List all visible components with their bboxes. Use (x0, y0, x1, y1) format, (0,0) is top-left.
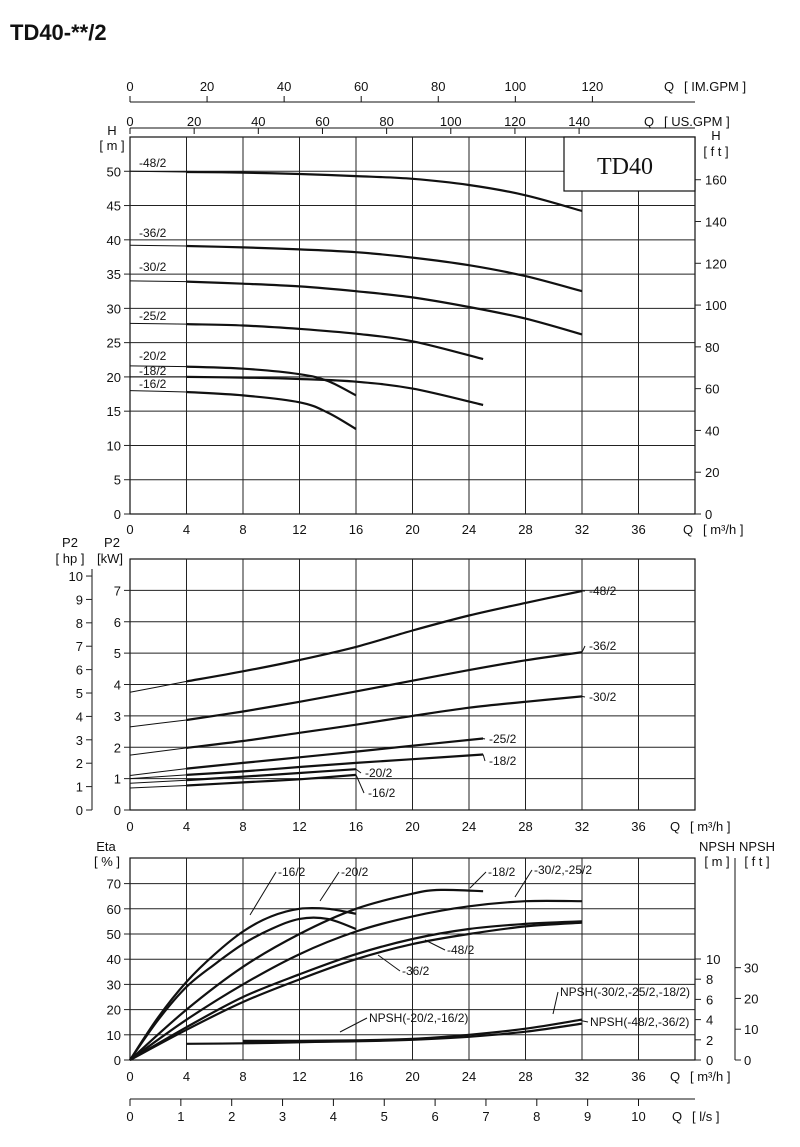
ls-tick-label: 9 (584, 1109, 592, 1124)
head-ytick-label: 5 (113, 472, 121, 488)
im-gpm-unit: [ IM.GPM ] (684, 79, 747, 94)
im-gpm-tick-label: 40 (276, 79, 292, 94)
eff-series-label: -20/2 (341, 865, 369, 879)
power-kw-tick-label: 4 (113, 677, 121, 693)
ls-tick-label: 7 (482, 1109, 490, 1124)
ls-tick-label: 8 (533, 1109, 541, 1124)
eff-series-label: NPSH(-30/2,-25/2,-18/2) (560, 985, 691, 999)
power-series-label: -25/2 (489, 732, 517, 746)
eff-xtick-label: 36 (631, 1069, 646, 1084)
power-kw-tick-label: 1 (113, 771, 121, 787)
power-hp-tick-label: 10 (68, 569, 83, 585)
power-curve-48-2 (187, 591, 583, 681)
power-series-label: -36/2 (589, 639, 617, 653)
head-curve-25-2 (187, 324, 484, 359)
head-xtick-label: 0 (126, 522, 134, 537)
npsh-ft-tick-label: 0 (744, 1053, 752, 1068)
im-gpm-tick-label: 80 (431, 79, 446, 94)
power-xtick-label: 36 (631, 819, 646, 834)
power-xtick-label: 32 (574, 819, 590, 834)
power-curve-thin-30-2 (130, 748, 187, 755)
power-hp-tick-label: 1 (75, 779, 83, 795)
head-series-label: -16/2 (139, 377, 167, 391)
head-series-label: -18/2 (139, 364, 167, 378)
npsh-ft-unit: [ f t ] (744, 854, 770, 869)
power-kw-tick-label: 5 (113, 646, 121, 662)
head-y2tick-label: 40 (705, 423, 720, 439)
head-y2label: H (711, 128, 721, 143)
head-y2tick-label: 160 (705, 172, 727, 188)
power-kw-tick-label: 6 (113, 614, 121, 630)
head-yunit: [ m ] (99, 138, 125, 153)
head-xlabel: Q (683, 522, 694, 537)
eff-grid (130, 858, 695, 1060)
us-gpm-tick-label: 120 (504, 114, 526, 129)
eff-series-label: -16/2 (278, 865, 306, 879)
power-series-label: -20/2 (365, 766, 393, 780)
head-series-label: -36/2 (139, 226, 167, 240)
npsh-ft-tick-label: 10 (744, 1022, 759, 1038)
eff-yunit: [ % ] (93, 854, 121, 869)
npsh-ft-tick-label: 20 (744, 991, 759, 1007)
model-label: TD40 (597, 154, 653, 180)
power-kw-tick-label: 7 (113, 583, 121, 599)
power-xtick-label: 20 (405, 819, 420, 834)
eff-ytick-label: 50 (106, 927, 121, 942)
head-curve-thin-36-2 (130, 245, 187, 246)
head-ytick-label: 0 (113, 507, 121, 522)
head-ytick-label: 50 (106, 164, 121, 180)
eff-leader (320, 872, 339, 901)
power-hp-tick-label: 0 (75, 803, 83, 818)
power-kw-tick-label: 2 (113, 740, 121, 756)
eff-series-label: -36/2 (402, 964, 430, 978)
power-hp-tick-label: 4 (75, 709, 83, 725)
head-y2tick-label: 120 (705, 256, 727, 272)
eff-ytick-label: 40 (106, 952, 121, 968)
npsh-m-tick-label: 10 (706, 952, 721, 967)
eff-xtick-label: 28 (518, 1069, 533, 1084)
head-y2unit: [ f t ] (703, 144, 729, 159)
power-xtick-label: 28 (518, 819, 533, 834)
ls-tick-label: 0 (126, 1109, 134, 1124)
eff-series-label: -48/2 (447, 943, 475, 957)
grid-layer (130, 137, 695, 1060)
npsh-m-unit: [ m ] (704, 854, 730, 869)
head-xtick-label: 16 (348, 522, 364, 537)
power-hp-tick-label: 3 (75, 732, 83, 748)
eff-xtick-label: 16 (348, 1069, 364, 1084)
ls-tick-label: 2 (228, 1109, 236, 1124)
head-series-label: -25/2 (139, 309, 167, 323)
im-gpm-label: Q (664, 79, 675, 94)
npsh-m-label: NPSH (698, 839, 736, 854)
power-curve-30-2 (187, 696, 583, 748)
power-curve-36-2 (187, 652, 583, 720)
us-gpm-tick-label: 40 (251, 114, 266, 129)
us-gpm-tick-label: 100 (439, 114, 462, 129)
eff-series-label: -30/2,-25/2 (534, 863, 593, 877)
eff-xlabel: Q (670, 1069, 681, 1084)
ls-tick-label: 6 (431, 1109, 439, 1124)
eff-ytick-label: 70 (106, 876, 121, 892)
head-xtick-label: 20 (405, 522, 420, 537)
power-xtick-label: 24 (461, 819, 477, 834)
head-ylabel: H (107, 123, 117, 138)
eff-xunit: [ m³/h ] (690, 1069, 731, 1084)
eff-ytick-label: 60 (106, 901, 121, 917)
head-ytick-label: 15 (106, 404, 121, 420)
power-kw-tick-label: 0 (113, 803, 121, 818)
head-ytick-label: 35 (106, 267, 121, 283)
eff-xtick-label: 12 (292, 1069, 307, 1084)
power-leader (483, 738, 485, 739)
eff-ylabel: Eta (96, 839, 116, 854)
power-kw-unit: [kW] (97, 551, 123, 566)
npsh-ft-label: NPSH (738, 839, 776, 854)
power-xtick-label: 4 (182, 819, 191, 834)
im-gpm-tick-label: 100 (504, 79, 527, 94)
eff-ytick-label: 20 (106, 1002, 121, 1018)
head-curve-thin-48-2 (130, 171, 187, 172)
power-curve-thin-25-2 (130, 769, 187, 776)
power-xtick-label: 8 (239, 819, 247, 834)
eff-ytick-label: 30 (106, 977, 121, 993)
us-gpm-tick-label: 140 (568, 114, 590, 129)
eff-series-label: NPSH(-48/2,-36/2) (590, 1015, 690, 1029)
power-series-label: -16/2 (368, 786, 396, 800)
ls-tick-label: 1 (177, 1109, 185, 1124)
head-xtick-label: 8 (239, 522, 247, 537)
head-ytick-label: 45 (106, 198, 121, 214)
ls-unit: [ l/s ] (692, 1109, 720, 1124)
labels-layer (139, 137, 695, 1032)
eff-xtick-label: 0 (126, 1069, 134, 1084)
eff-ytick-label: 10 (106, 1027, 121, 1043)
head-ytick-label: 10 (106, 438, 121, 454)
power-curve-thin-48-2 (130, 681, 187, 692)
power-leader (356, 775, 364, 793)
ls-tick-label: 5 (380, 1109, 388, 1124)
power-xlabel: Q (670, 819, 681, 834)
page-title: TD40-**/2 (10, 20, 107, 45)
power-curve-thin-20-2 (130, 780, 187, 783)
head-y2tick-label: 80 (705, 339, 720, 355)
power-series-label: -30/2 (589, 690, 617, 704)
eff-ytick-label: 0 (113, 1053, 121, 1068)
power-kw-tick-label: 3 (113, 708, 121, 724)
head-ytick-label: 25 (106, 335, 121, 351)
eff-leader (470, 872, 486, 888)
ls-label: Q (672, 1109, 683, 1124)
power-curve-thin-36-2 (130, 720, 187, 727)
power-kw-label: P2 (104, 535, 120, 550)
power-hp-tick-label: 2 (75, 756, 83, 772)
power-hp-label: P2 (62, 535, 78, 550)
head-xtick-label: 12 (292, 522, 307, 537)
power-hp-unit: [ hp ] (55, 551, 85, 566)
head-curve-16-2 (187, 392, 357, 429)
im-gpm-tick-label: 120 (581, 79, 604, 94)
head-ytick-label: 40 (106, 232, 121, 248)
power-xtick-label: 16 (348, 819, 364, 834)
npsh-m-tick-label: 8 (706, 972, 714, 988)
head-series-label: -48/2 (139, 156, 167, 170)
head-xunit: [ m³/h ] (703, 522, 744, 537)
head-xtick-label: 24 (461, 522, 477, 537)
head-xtick-label: 28 (518, 522, 533, 537)
im-gpm-tick-label: 60 (353, 79, 369, 94)
head-ytick-label: 20 (106, 369, 121, 385)
npsh-ft-tick-label: 30 (744, 960, 759, 976)
ls-tick-label: 3 (278, 1109, 287, 1124)
power-hp-tick-label: 8 (75, 615, 83, 631)
head-xtick-label: 4 (182, 522, 191, 537)
head-y2tick-label: 0 (705, 507, 713, 522)
eff-xtick-label: 24 (461, 1069, 477, 1084)
npsh-m-tick-label: 2 (706, 1032, 714, 1048)
power-curve-16-2 (187, 775, 357, 786)
us-gpm-unit: [ US.GPM ] (664, 114, 730, 129)
power-hp-tick-label: 9 (75, 592, 83, 608)
eff-leader (378, 955, 400, 971)
head-ytick-label: 30 (106, 301, 121, 317)
power-hp-tick-label: 5 (75, 686, 83, 702)
head-series-label: -30/2 (139, 260, 167, 274)
eff-xtick-label: 8 (239, 1069, 247, 1084)
eff-leader (340, 1018, 367, 1032)
head-curve-18-2 (187, 377, 484, 405)
eff-series-label: NPSH(-20/2,-16/2) (369, 1011, 469, 1025)
im-gpm-tick-label: 0 (126, 79, 134, 94)
head-xtick-label: 36 (631, 522, 646, 537)
us-gpm-tick-label: 60 (315, 114, 330, 129)
head-y2tick-label: 140 (705, 214, 727, 230)
power-hp-tick-label: 6 (75, 662, 83, 678)
power-curve-thin-16-2 (130, 786, 187, 789)
head-curve-thin-25-2 (130, 323, 187, 324)
power-hp-tick-label: 7 (75, 639, 83, 655)
us-gpm-tick-label: 20 (186, 114, 202, 129)
ls-tick-label: 4 (329, 1109, 338, 1124)
eff-xtick-label: 20 (405, 1069, 420, 1084)
power-leader (356, 769, 361, 773)
power-xtick-label: 12 (292, 819, 307, 834)
eff-leader (553, 992, 558, 1014)
ls-tick-label: 10 (631, 1109, 646, 1124)
us-gpm-tick-label: 0 (126, 114, 134, 129)
us-gpm-label: Q (644, 114, 655, 129)
head-y2tick-label: 60 (705, 381, 720, 397)
power-xtick-label: 0 (126, 819, 134, 834)
npsh-m-tick-label: 4 (706, 1012, 714, 1028)
eff-xtick-label: 32 (574, 1069, 590, 1084)
eff-xtick-label: 4 (182, 1069, 191, 1084)
power-series-label: -18/2 (489, 754, 517, 768)
head-curve-thin-30-2 (130, 281, 187, 282)
head-y2tick-label: 20 (705, 465, 720, 481)
power-leader (483, 754, 485, 761)
npsh-m-tick-label: 6 (706, 992, 714, 1008)
head-y2tick-label: 100 (705, 298, 727, 314)
power-leader (582, 696, 585, 697)
power-xunit: [ m³/h ] (690, 819, 731, 834)
us-gpm-tick-label: 80 (379, 114, 394, 129)
head-xtick-label: 32 (574, 522, 590, 537)
eff-leader (425, 940, 445, 950)
power-series-label: -48/2 (589, 584, 617, 598)
npsh-m-tick-label: 0 (706, 1053, 714, 1068)
power-curve-thin-18-2 (130, 775, 187, 779)
eff-series-label: -18/2 (488, 865, 516, 879)
im-gpm-tick-label: 20 (199, 79, 215, 94)
head-series-label: -20/2 (139, 349, 167, 363)
